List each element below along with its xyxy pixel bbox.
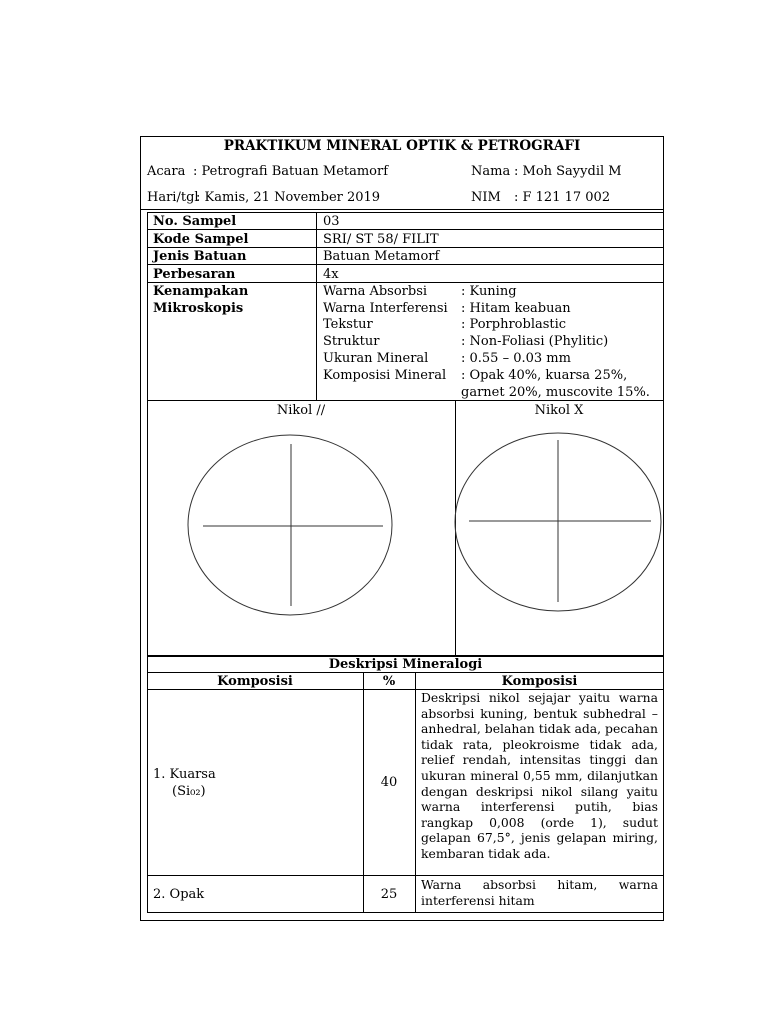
mineral-percent: 25	[380, 887, 398, 902]
document-title: PRAKTIKUM MINERAL OPTIK & PETROGRAFI	[223, 138, 581, 154]
acara-value: : Petrografi Batuan Metamorf	[193, 164, 389, 179]
jenis-batuan-value: Batuan Metamorf	[323, 249, 440, 264]
nim-label: NIM	[471, 190, 501, 205]
nikol-parallel-view	[180, 430, 400, 626]
info-left-border	[147, 212, 148, 401]
mikroskopis-label: Mikroskopis	[153, 301, 244, 316]
property-label: Warna Interferensi	[323, 301, 448, 316]
acara-label: Acara	[147, 164, 186, 179]
haritgl-label: Hari/tgl	[147, 190, 199, 205]
microscope-field-circle	[188, 435, 392, 615]
mineral-description: Warna absorbsi hitam, warna interferensi hitam	[421, 877, 658, 908]
property-label: Tekstur	[323, 317, 373, 332]
property-label: Komposisi Mineral	[323, 368, 447, 383]
no-sampel-value: 03	[323, 214, 340, 229]
perbesaran-value: 4x	[323, 267, 339, 282]
info-column-divider	[316, 212, 317, 401]
mineral-description: Deskripsi nikol sejajar yaitu warna absorbsi kuning, bentuk subhedral – anhedral, belahan tidak ada, pecahan tidak rata, pleokroisme tidak ada, relief rendah, intensitas tinggi dan ukuran mineral 0,55 mm, dilanjutkan dengan deskripsi nikol silang yaitu warna interferensi putih, bias rangkap 0,008 (orde 1), sudut gelapan 67,5°, jenis gelapan miring, kembaran tidak ada.	[421, 690, 658, 861]
frame-left-border	[140, 136, 141, 921]
property-value: : Kuning	[461, 284, 517, 299]
mineral-formula: (Si₀₂)	[172, 784, 206, 799]
property-value: : Hitam keabuan	[461, 301, 571, 316]
nikol-cross-view	[452, 428, 664, 624]
column-header-percent: %	[382, 674, 396, 689]
mineral-table-bottom	[147, 912, 664, 913]
nama-value: : Moh Sayydil M	[514, 164, 622, 179]
nama-label: Nama	[471, 164, 511, 179]
perbesaran-label: Perbesaran	[153, 267, 236, 282]
frame-bottom-border	[140, 920, 664, 921]
mineral-name: 2. Opak	[153, 887, 205, 902]
property-label: Struktur	[323, 334, 380, 349]
mineral-col-divider-1	[363, 672, 364, 913]
kode-sampel-value: SRI/ ST 58/ FILIT	[323, 232, 439, 247]
property-value: : 0.55 – 0.03 mm	[461, 351, 571, 366]
nikol-cross-label: Nikol X	[534, 403, 584, 418]
column-header-komposisi: Komposisi	[217, 674, 293, 689]
property-value: : Opak 40%, kuarsa 25%,	[461, 368, 628, 383]
property-label: Warna Absorbsi	[323, 284, 428, 299]
nikol-parallel-label: Nikol //	[276, 403, 326, 418]
property-value: : Porphroblastic	[461, 317, 567, 332]
mineral-col-divider-2	[415, 672, 416, 913]
mineral-name: 1. Kuarsa	[153, 767, 216, 782]
jenis-batuan-label: Jenis Batuan	[153, 249, 247, 264]
property-label: Ukuran Mineral	[323, 351, 429, 366]
mineral-percent: 40	[380, 775, 398, 790]
nikol-left-border	[147, 400, 148, 656]
header-separator	[140, 209, 664, 210]
column-header-description: Komposisi	[501, 674, 578, 689]
mineral-table-title: Deskripsi Mineralogi	[328, 657, 483, 672]
no-sampel-label: No. Sampel	[153, 214, 237, 229]
komposisi-continuation: garnet 20%, muscovite 15%.	[461, 385, 650, 400]
frame-top-border	[140, 136, 664, 137]
kode-sampel-label: Kode Sampel	[153, 232, 249, 247]
nim-value: : F 121 17 002	[514, 190, 611, 205]
haritgl-value: : Kamis, 21 November 2019	[196, 190, 381, 205]
kenampakan-label: Kenampakan	[153, 284, 249, 299]
property-value: : Non-Foliasi (Phylitic)	[461, 334, 609, 349]
mineral-row-separator	[147, 875, 664, 876]
